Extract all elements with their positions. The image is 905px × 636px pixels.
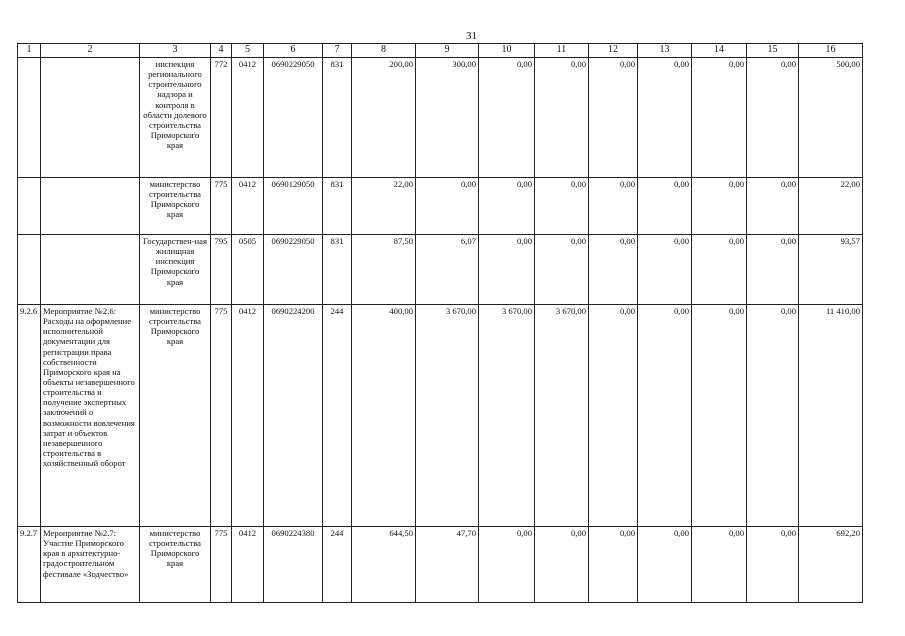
amount-cell: 644,50	[352, 527, 416, 603]
column-number-11: 11	[535, 44, 589, 58]
column-number-4: 4	[211, 44, 232, 58]
amount-cell: 0,00	[589, 178, 638, 235]
table-row	[18, 235, 863, 305]
amount-cell: 0,00	[747, 527, 799, 603]
expense-type-code-cell: 831	[323, 235, 352, 305]
amount-cell: 0,00	[479, 178, 535, 235]
amount-cell: 0,00	[638, 305, 692, 527]
amount-cell: 0,00	[535, 178, 589, 235]
amount-cell: 47,70	[416, 527, 479, 603]
amount-cell: 0,00	[692, 305, 747, 527]
amount-cell: 0,00	[535, 235, 589, 305]
amount-cell: 11 410,00	[799, 305, 863, 527]
table-row	[18, 58, 863, 178]
section-code-cell: 0412	[232, 305, 264, 527]
executor-cell: министерство строительства Приморского края	[140, 527, 211, 603]
column-number-row	[18, 44, 863, 58]
amount-cell: 3 670,00	[416, 305, 479, 527]
amount-cell: 300,00	[416, 58, 479, 178]
row-number-cell: 9.2.6	[18, 305, 41, 527]
target-article-code-cell: 0690129050	[264, 178, 323, 235]
amount-cell: 0,00	[479, 235, 535, 305]
amount-cell: 0,00	[535, 527, 589, 603]
amount-cell: 0,00	[589, 235, 638, 305]
section-code-cell: 0412	[232, 527, 264, 603]
grbs-code-cell: 772	[211, 58, 232, 178]
amount-cell: 22,00	[352, 178, 416, 235]
column-number-6: 6	[264, 44, 323, 58]
column-number-1: 1	[18, 44, 41, 58]
expense-type-code-cell: 831	[323, 178, 352, 235]
grbs-code-cell: 795	[211, 235, 232, 305]
executor-cell: инспекция регионального строительного надзора и контроля в области долевого строительства Приморского края	[140, 58, 211, 178]
amount-cell: 0,00	[479, 527, 535, 603]
target-article-code-cell: 0690229050	[264, 235, 323, 305]
grbs-code-cell: 775	[211, 178, 232, 235]
amount-cell: 0,00	[416, 178, 479, 235]
amount-cell: 0,00	[692, 58, 747, 178]
amount-cell: 0,00	[638, 178, 692, 235]
column-number-12: 12	[589, 44, 638, 58]
amount-cell: 0,00	[747, 305, 799, 527]
amount-cell: 0,00	[692, 235, 747, 305]
column-number-13: 13	[638, 44, 692, 58]
measure-name-cell	[41, 235, 140, 305]
column-number-2: 2	[41, 44, 140, 58]
amount-cell: 0,00	[589, 527, 638, 603]
target-article-code-cell: 0690224380	[264, 527, 323, 603]
amount-cell: 0,00	[479, 58, 535, 178]
amount-cell: 0,00	[589, 305, 638, 527]
table-row	[18, 527, 863, 603]
row-number-cell	[18, 235, 41, 305]
row-number-cell	[18, 178, 41, 235]
row-number-cell: 9.2.7	[18, 527, 41, 603]
column-number-16: 16	[799, 44, 863, 58]
amount-cell: 692,20	[799, 527, 863, 603]
amount-cell: 0,00	[638, 235, 692, 305]
budget-table	[17, 43, 863, 603]
column-number-7: 7	[323, 44, 352, 58]
column-number-14: 14	[692, 44, 747, 58]
amount-cell: 22,00	[799, 178, 863, 235]
amount-cell: 3 670,00	[479, 305, 535, 527]
amount-cell: 200,00	[352, 58, 416, 178]
column-number-10: 10	[479, 44, 535, 58]
amount-cell: 3 670,00	[535, 305, 589, 527]
amount-cell: 400,00	[352, 305, 416, 527]
measure-name-cell: Мероприятие №2.6: Расходы на оформление исполнительной документации для регистрации права собственности Приморского края на объекты незавершенного строительства и получение экспертных заключений о возможности вовлечения затрат и объектов незавершенного строительства в хозяйственный оборот	[41, 305, 140, 527]
amount-cell: 0,00	[747, 235, 799, 305]
amount-cell: 0,00	[589, 58, 638, 178]
amount-cell: 6,07	[416, 235, 479, 305]
measure-name-cell: Мероприятие №2.7: Участие Приморского края в архитектурно-градостроительном фестивале «Зодчество»	[41, 527, 140, 603]
executor-cell: министерство строительства Приморского края	[140, 305, 211, 527]
measure-name-cell	[41, 178, 140, 235]
measure-name-cell	[41, 58, 140, 178]
target-article-code-cell: 0690229050	[264, 58, 323, 178]
amount-cell: 0,00	[747, 58, 799, 178]
row-number-cell	[18, 58, 41, 178]
column-number-9: 9	[416, 44, 479, 58]
amount-cell: 0,00	[747, 178, 799, 235]
column-number-5: 5	[232, 44, 264, 58]
amount-cell: 500,00	[799, 58, 863, 178]
amount-cell: 0,00	[638, 58, 692, 178]
column-number-3: 3	[140, 44, 211, 58]
amount-cell: 0,00	[692, 527, 747, 603]
table-row	[18, 305, 863, 527]
amount-cell: 93,57	[799, 235, 863, 305]
executor-cell: Государствен-ная жилищная инспекция Приморского края	[140, 235, 211, 305]
executor-cell: министерство строительства Приморского края	[140, 178, 211, 235]
section-code-cell: 0412	[232, 178, 264, 235]
page-number: 31	[466, 30, 477, 42]
expense-type-code-cell: 244	[323, 305, 352, 527]
amount-cell: 0,00	[535, 58, 589, 178]
amount-cell: 0,00	[638, 527, 692, 603]
section-code-cell: 0412	[232, 58, 264, 178]
amount-cell: 0,00	[692, 178, 747, 235]
column-number-8: 8	[352, 44, 416, 58]
grbs-code-cell: 775	[211, 527, 232, 603]
target-article-code-cell: 0690224200	[264, 305, 323, 527]
section-code-cell: 0505	[232, 235, 264, 305]
amount-cell: 87,50	[352, 235, 416, 305]
expense-type-code-cell: 831	[323, 58, 352, 178]
grbs-code-cell: 775	[211, 305, 232, 527]
column-number-15: 15	[747, 44, 799, 58]
table-row	[18, 178, 863, 235]
expense-type-code-cell: 244	[323, 527, 352, 603]
